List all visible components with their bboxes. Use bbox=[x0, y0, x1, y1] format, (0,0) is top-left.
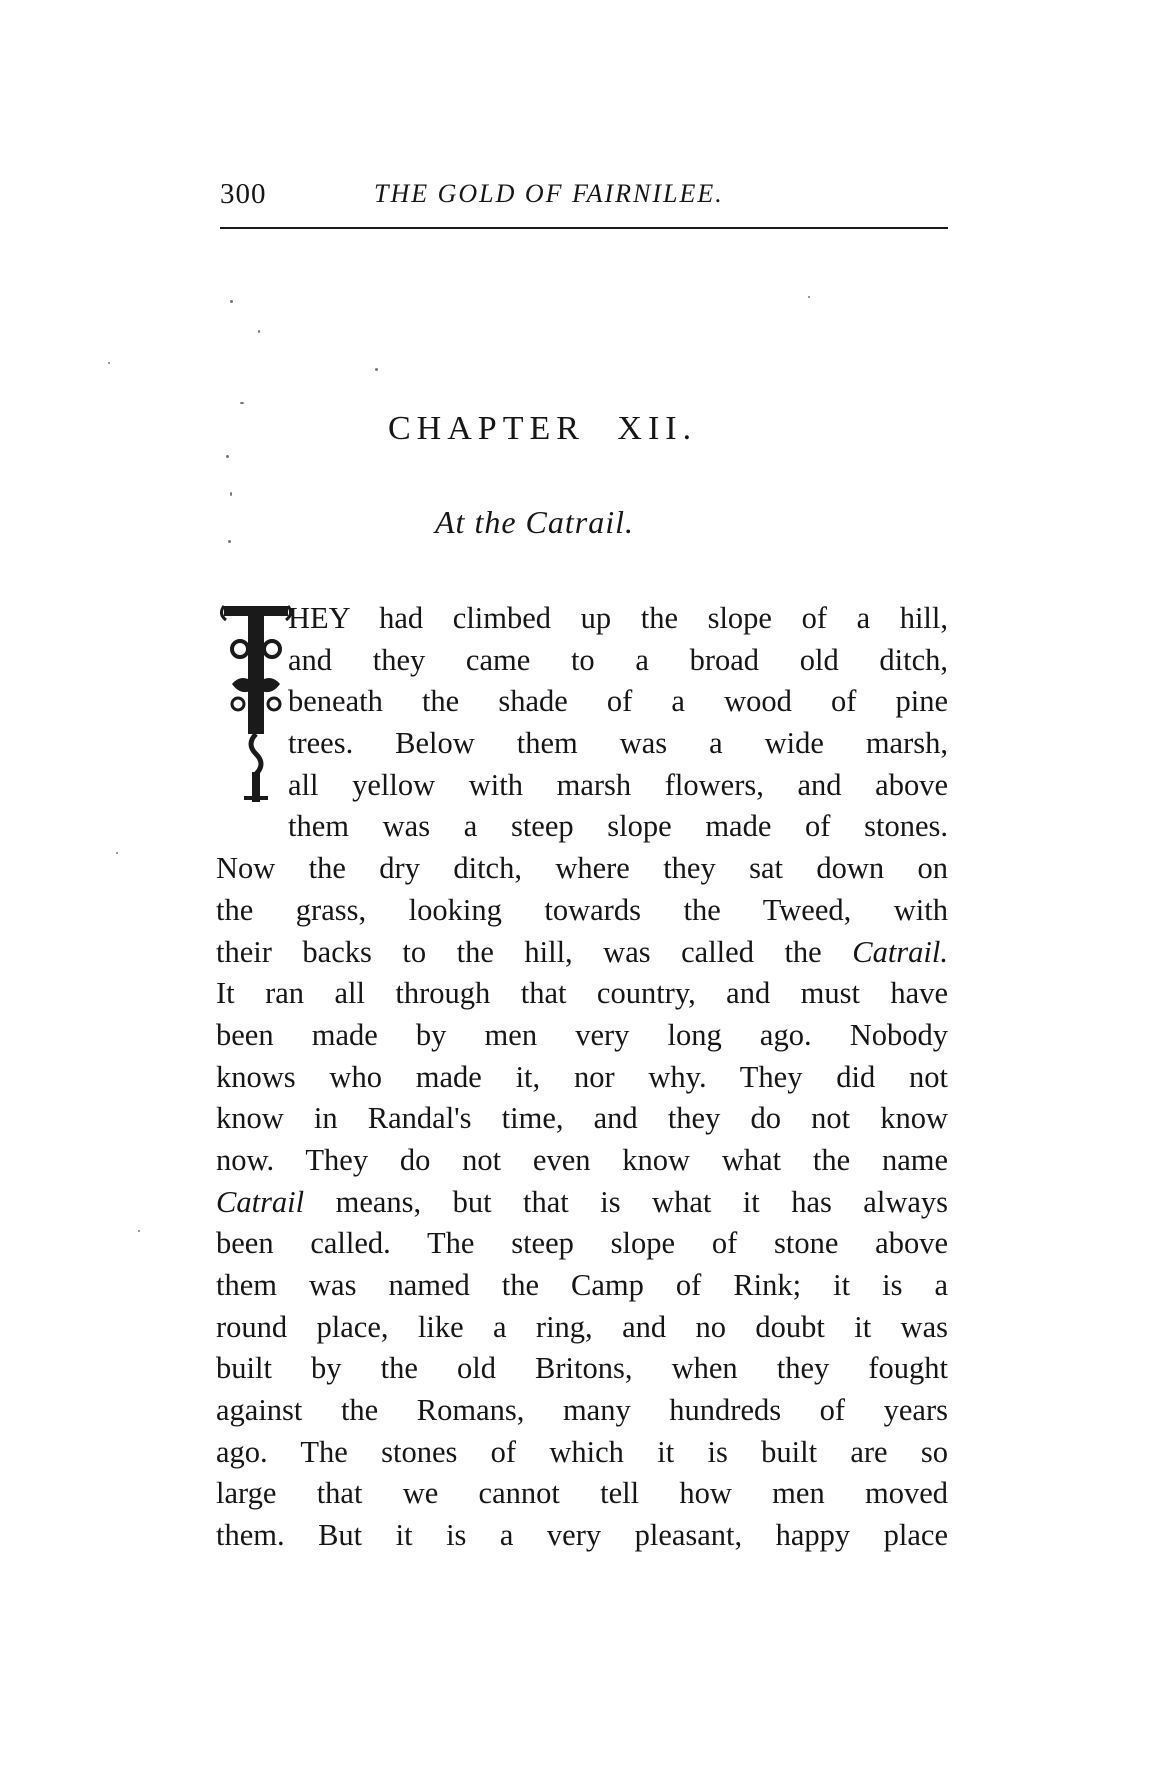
italic-catrail: Catrail bbox=[216, 1184, 305, 1219]
text-line: now. They do not even know what the name bbox=[216, 1142, 948, 1177]
text-line: beneath the shade of a wood of pine bbox=[288, 684, 948, 719]
scan-speck bbox=[240, 402, 244, 404]
scan-speck bbox=[228, 540, 231, 543]
text-line: the grass, looking towards the Tweed, with bbox=[216, 892, 948, 927]
text-line: against the Romans, many hundreds of years bbox=[216, 1393, 948, 1428]
text-line: large that we cannot tell how men moved bbox=[216, 1476, 948, 1511]
scan-speck bbox=[808, 296, 810, 298]
text-line: round place, like a ring, and no doubt it was bbox=[216, 1309, 948, 1344]
text-line: them. But it is a very pleasant, happy place bbox=[216, 1518, 948, 1553]
text-line-part: means, but that is what it has always bbox=[335, 1184, 949, 1219]
scan-speck bbox=[230, 300, 233, 303]
text-line: knows who made it, nor why. They did not bbox=[216, 1059, 948, 1094]
text-line bbox=[216, 932, 948, 974]
body-text bbox=[216, 598, 948, 1557]
scan-speck bbox=[230, 492, 232, 496]
text-line bbox=[216, 1182, 948, 1224]
text-line: HEY had climbed up the slope of a hill, bbox=[288, 601, 948, 635]
running-head bbox=[220, 178, 948, 218]
scan-speck bbox=[108, 362, 110, 364]
text-line: been called. The steep slope of stone above bbox=[216, 1226, 948, 1261]
text-line: them was named the Camp of Rink; it is a bbox=[216, 1268, 948, 1302]
chapter-heading: CHAPTER XII. bbox=[388, 410, 698, 447]
text-line: know in Randal's time, and they do not know bbox=[216, 1101, 948, 1136]
text-line: It ran all through that country, and must have bbox=[216, 976, 948, 1011]
text-line: all yellow with marsh flowers, and above bbox=[288, 767, 948, 802]
scan-speck bbox=[138, 1230, 140, 1232]
text-line: ago. The stones of which it is built are so bbox=[216, 1434, 948, 1469]
text-line: trees. Below them was a wide marsh, bbox=[288, 726, 948, 761]
header-rule bbox=[220, 227, 948, 229]
text-line-part: their backs to the hill, was called the bbox=[216, 934, 822, 969]
text-line: built by the old Britons, when they fought bbox=[216, 1351, 948, 1386]
text-line: and they came to a broad old ditch, bbox=[288, 642, 948, 677]
italic-catrail: Catrail. bbox=[852, 934, 948, 969]
scan-speck bbox=[116, 852, 118, 854]
scan-speck bbox=[258, 330, 260, 333]
scan-speck bbox=[226, 455, 229, 458]
text-line: them was a steep slope made of stones. bbox=[288, 809, 948, 844]
chapter-subtitle: At the Catrail. bbox=[435, 504, 634, 540]
text-line: been made by men very long ago. Nobody bbox=[216, 1017, 948, 1052]
running-title: THE GOLD OF FAIRNILEE. bbox=[374, 179, 724, 208]
page-number: 300 bbox=[220, 178, 267, 210]
scan-speck bbox=[375, 368, 378, 371]
text-line: Now the dry ditch, where they sat down on bbox=[216, 851, 948, 886]
